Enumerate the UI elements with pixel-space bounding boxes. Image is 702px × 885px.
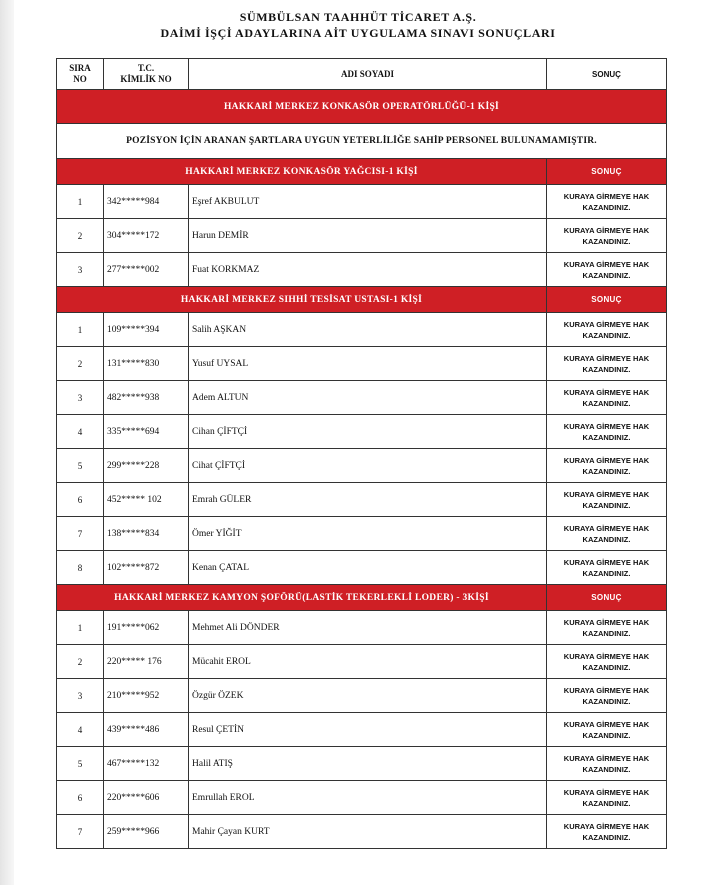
- row-full-name: Halil ATIŞ: [189, 747, 547, 781]
- section-header-row: [57, 159, 667, 185]
- row-number: 1: [57, 313, 104, 347]
- table-header-row: [57, 59, 667, 90]
- row-tc-number: 452***** 102: [104, 483, 189, 517]
- col-header-result: SONUÇ: [547, 59, 667, 90]
- table-row: [57, 551, 667, 585]
- row-tc-number: 220***** 176: [104, 645, 189, 679]
- row-tc-number: 277*****002: [104, 253, 189, 287]
- row-number: 6: [57, 781, 104, 815]
- row-full-name: Cihan ÇİFTÇİ: [189, 415, 547, 449]
- col-header-tc: T.C. KİMLİK NO: [104, 59, 189, 90]
- row-full-name: Eşref AKBULUT: [189, 185, 547, 219]
- row-tc-number: 131*****830: [104, 347, 189, 381]
- row-tc-number: 304*****172: [104, 219, 189, 253]
- row-number: 2: [57, 347, 104, 381]
- row-number: 3: [57, 381, 104, 415]
- table-row: [57, 713, 667, 747]
- section-title: HAKKARİ MERKEZ KONKASÖR OPERATÖRLÜĞÜ-1 KİŞİ: [57, 90, 667, 124]
- row-tc-number: 109*****394: [104, 313, 189, 347]
- table-row: [57, 645, 667, 679]
- row-number: 7: [57, 815, 104, 849]
- row-number: 4: [57, 713, 104, 747]
- section-header-row: [57, 585, 667, 611]
- row-tc-number: 342*****984: [104, 185, 189, 219]
- row-result: KURAYA GİRMEYE HAK KAZANDINIZ.: [547, 679, 667, 713]
- row-result: KURAYA GİRMEYE HAK KAZANDINIZ.: [547, 713, 667, 747]
- table-row: [57, 219, 667, 253]
- row-tc-number: 102*****872: [104, 551, 189, 585]
- row-number: 3: [57, 679, 104, 713]
- col-header-name: ADI SOYADI: [189, 59, 547, 90]
- table-row: [57, 253, 667, 287]
- row-result: KURAYA GİRMEYE HAK KAZANDINIZ.: [547, 347, 667, 381]
- page-margin: [0, 0, 14, 885]
- row-full-name: Adem ALTUN: [189, 381, 547, 415]
- table-row: [57, 313, 667, 347]
- row-tc-number: 138*****834: [104, 517, 189, 551]
- row-result: KURAYA GİRMEYE HAK KAZANDINIZ.: [547, 815, 667, 849]
- row-tc-number: 439*****486: [104, 713, 189, 747]
- table-row: [57, 381, 667, 415]
- row-number: 4: [57, 415, 104, 449]
- row-full-name: Mücahit EROL: [189, 645, 547, 679]
- section-note: POZİSYON İÇİN ARANAN ŞARTLARA UYGUN YETERLİLİĞE SAHİP PERSONEL BULUNAMAMIŞTIR.: [57, 124, 667, 159]
- table-row: [57, 449, 667, 483]
- col-header-sira: SIRA NO: [57, 59, 104, 90]
- row-number: 5: [57, 747, 104, 781]
- section-title: HAKKARİ MERKEZ KAMYON ŞOFÖRÜ(LASTİK TEKERLEKLİ LODER) - 3KİŞİ: [57, 585, 547, 611]
- section-title: HAKKARİ MERKEZ KONKASÖR YAĞCISI-1 KİŞİ: [57, 159, 547, 185]
- row-number: 1: [57, 611, 104, 645]
- section-result-header: SONUÇ: [547, 159, 667, 185]
- row-full-name: Resul ÇETİN: [189, 713, 547, 747]
- row-full-name: Mehmet Ali DÖNDER: [189, 611, 547, 645]
- row-result: KURAYA GİRMEYE HAK KAZANDINIZ.: [547, 253, 667, 287]
- row-number: 2: [57, 219, 104, 253]
- document-subtitle: DAİMİ İŞÇİ ADAYLARINA AİT UYGULAMA SINAVI SONUÇLARI: [160, 26, 556, 40]
- table-row: [57, 483, 667, 517]
- row-result: KURAYA GİRMEYE HAK KAZANDINIZ.: [547, 449, 667, 483]
- results-table: [56, 58, 667, 849]
- row-number: 7: [57, 517, 104, 551]
- row-result: KURAYA GİRMEYE HAK KAZANDINIZ.: [547, 185, 667, 219]
- row-tc-number: 259*****966: [104, 815, 189, 849]
- table-row: [57, 679, 667, 713]
- row-result: KURAYA GİRMEYE HAK KAZANDINIZ.: [547, 551, 667, 585]
- row-full-name: Yusuf UYSAL: [189, 347, 547, 381]
- row-result: KURAYA GİRMEYE HAK KAZANDINIZ.: [547, 517, 667, 551]
- row-tc-number: 299*****228: [104, 449, 189, 483]
- row-number: 5: [57, 449, 104, 483]
- table-row: [57, 747, 667, 781]
- table-row: [57, 517, 667, 551]
- section-note-row: [57, 124, 667, 159]
- row-full-name: Ömer YİĞİT: [189, 517, 547, 551]
- row-number: 2: [57, 645, 104, 679]
- row-full-name: Emrullah EROL: [189, 781, 547, 815]
- section-title: HAKKARİ MERKEZ SIHHİ TESİSAT USTASI-1 KİŞİ: [57, 287, 547, 313]
- row-full-name: Fuat KORKMAZ: [189, 253, 547, 287]
- row-result: KURAYA GİRMEYE HAK KAZANDINIZ.: [547, 381, 667, 415]
- table-row: [57, 347, 667, 381]
- table-row: [57, 781, 667, 815]
- row-number: 6: [57, 483, 104, 517]
- table-row: [57, 611, 667, 645]
- row-result: KURAYA GİRMEYE HAK KAZANDINIZ.: [547, 483, 667, 517]
- row-result: KURAYA GİRMEYE HAK KAZANDINIZ.: [547, 781, 667, 815]
- row-full-name: Cihat ÇİFTÇİ: [189, 449, 547, 483]
- row-tc-number: 482*****938: [104, 381, 189, 415]
- row-full-name: Mahir Çayan KURT: [189, 815, 547, 849]
- row-full-name: Özgür ÖZEK: [189, 679, 547, 713]
- row-number: 1: [57, 185, 104, 219]
- row-result: KURAYA GİRMEYE HAK KAZANDINIZ.: [547, 415, 667, 449]
- section-header-row: [57, 287, 667, 313]
- row-tc-number: 335*****694: [104, 415, 189, 449]
- table-row: [57, 415, 667, 449]
- row-result: KURAYA GİRMEYE HAK KAZANDINIZ.: [547, 313, 667, 347]
- row-full-name: Emrah GÜLER: [189, 483, 547, 517]
- row-result: KURAYA GİRMEYE HAK KAZANDINIZ.: [547, 747, 667, 781]
- row-tc-number: 210*****952: [104, 679, 189, 713]
- section-result-header: SONUÇ: [547, 287, 667, 313]
- row-full-name: Kenan ÇATAL: [189, 551, 547, 585]
- row-result: KURAYA GİRMEYE HAK KAZANDINIZ.: [547, 645, 667, 679]
- row-full-name: Harun DEMİR: [189, 219, 547, 253]
- company-title: SÜMBÜLSAN TAAHHÜT TİCARET A.Ş.: [239, 10, 477, 24]
- row-result: KURAYA GİRMEYE HAK KAZANDINIZ.: [547, 611, 667, 645]
- row-number: 3: [57, 253, 104, 287]
- section-result-header: SONUÇ: [547, 585, 667, 611]
- row-tc-number: 467*****132: [104, 747, 189, 781]
- row-full-name: Salih AŞKAN: [189, 313, 547, 347]
- row-number: 8: [57, 551, 104, 585]
- row-tc-number: 220*****606: [104, 781, 189, 815]
- row-tc-number: 191*****062: [104, 611, 189, 645]
- table-row: [57, 815, 667, 849]
- row-result: KURAYA GİRMEYE HAK KAZANDINIZ.: [547, 219, 667, 253]
- table-row: [57, 185, 667, 219]
- section-banner: [57, 90, 667, 124]
